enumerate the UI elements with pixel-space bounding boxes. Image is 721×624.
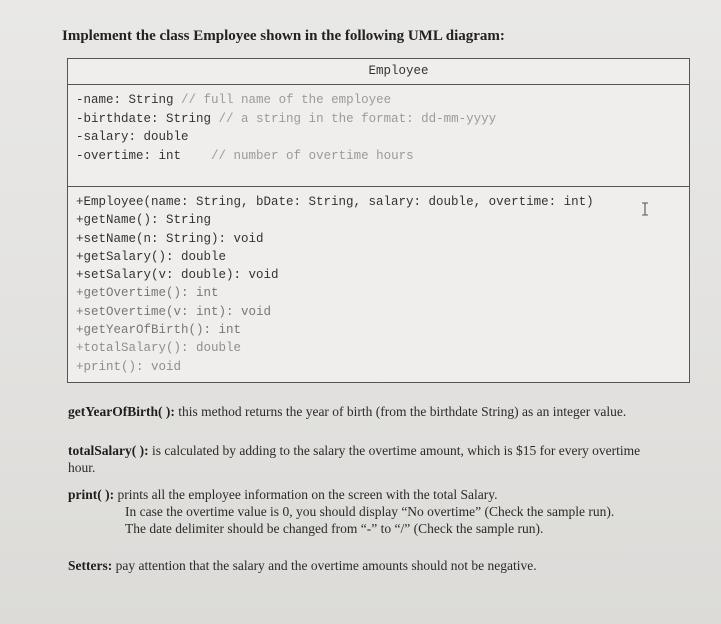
uml-class-name: Employee <box>68 59 689 85</box>
uml-methods-section <box>68 187 689 376</box>
method-get-year-of-birth: +getYearOfBirth(): int <box>76 323 242 338</box>
method-get-salary: +getSalary(): double <box>76 249 227 264</box>
method-set-salary: +setSalary(v: double): void <box>76 268 279 283</box>
method-constructor: +Employee(name: String, bDate: String, salary: double, overtime: int) <box>76 195 594 209</box>
method-set-overtime: +setOvertime(v: int): void <box>76 304 272 319</box>
method-total-salary: +totalSalary(): double <box>76 341 242 356</box>
attribute-birthdate: -birthdate: String // a string in the format: dd-mm-yyyy <box>76 111 497 126</box>
attribute-overtime: -overtime: int // number of overtime hours <box>76 148 414 163</box>
method-set-name: +setName(n: String): void <box>76 231 264 246</box>
desc-get-year-of-birth: getYearOfBirth( ): this method returns the year of birth (from the birthdate String) as an integer value. <box>68 404 627 419</box>
method-print: +print(): void <box>76 359 182 374</box>
attribute-salary: -salary: double <box>76 130 189 144</box>
desc-print: print( ): prints all the employee information on the screen with the total Salary. In case the overtime value is 0, you should display “No overtime” (Check the sample run). The date delimiter should be changed from “-” to “/” (Check the sample run). <box>68 487 615 536</box>
uml-attributes-section <box>68 85 689 187</box>
method-get-name: +getName(): String <box>76 213 212 228</box>
desc-total-salary: totalSalary( ): is calculated by adding to the salary the overtime amount, which is $15 for every overtime hour. <box>68 443 641 475</box>
text-cursor-icon <box>641 202 649 216</box>
uml-class-diagram <box>67 58 690 383</box>
method-get-overtime: +getOvertime(): int <box>76 286 219 301</box>
attribute-name: -name: String // full name of the employee <box>76 93 392 107</box>
desc-setters: Setters: pay attention that the salary and the overtime amounts should not be negative. <box>68 558 537 573</box>
page-heading: Implement the class Employee shown in the following UML diagram: <box>62 28 505 44</box>
